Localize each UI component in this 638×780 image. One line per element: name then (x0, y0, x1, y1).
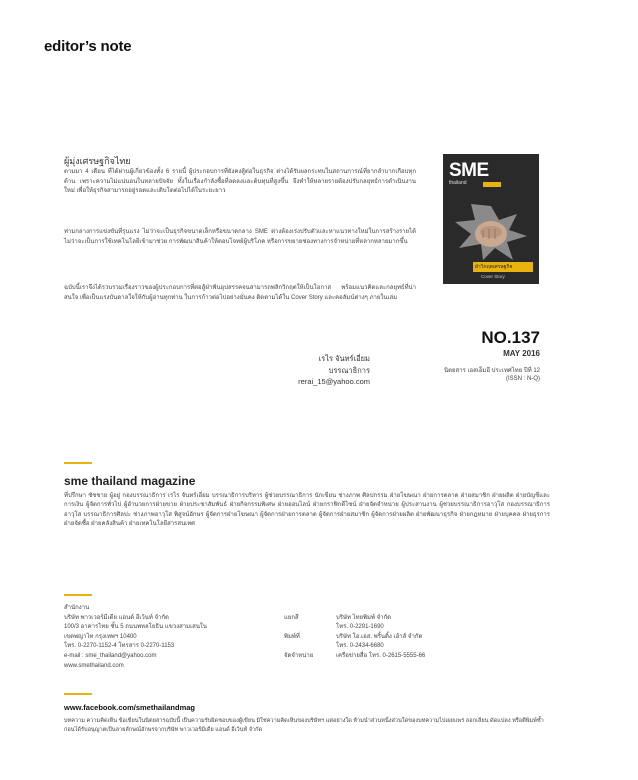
issue-date: MAY 2016 (503, 349, 540, 358)
office-vendor: บริษัท โอ.เอส. พริ้นติ้ง เฮ้าส์ จำกัด (336, 633, 423, 640)
website-link[interactable]: www.facebook.com/smethailandmag (64, 703, 196, 712)
office-line: เขตพญาไท กรุงเทพฯ 10400 (64, 633, 137, 640)
office-line: โทร. 0-2270-1152-4 โทรสาร 0-2270-1153 (64, 643, 175, 650)
issue-number: NO.137 (481, 328, 540, 347)
office-vendor: บริษัท ไทยพิมพ์ จำกัด (336, 614, 392, 621)
fist-burst-image (453, 202, 529, 262)
office-line: www.smethailand.com (64, 662, 124, 669)
cover-banner-text: ฝ่าวิกฤตเศรษฐกิจ (475, 264, 513, 270)
signature-name: เรไร จันทร์เอี่ยม (318, 354, 370, 363)
letter-paragraph: ฉบับนี้เราจึงได้รวบรวมเรื่องราวของผู้ประกอบการที่ต่อสู้ฝ่าฟันอุปสรรคจนสามารถพลิกวิกฤตให้เป็นโอกาส พร้อมแนวคิดและกลยุทธ์ที่น่าสนใจ เพื่อเป็นแรงบันดาลใจให้กับผู้อ่านทุกท่าน ในการก้าวต่อไปอย่างมั่นคง ติดตามได้ใน Cover Story และคอลัมน์ต่างๆ ภายในเล่ม (64, 285, 416, 301)
cover-brand-sub: thailand (449, 180, 467, 186)
office-label: พิมพ์ที่ (284, 633, 300, 640)
office-line: 100/3 อาคารไทย ชั้น 5 ถนนพหลโยธิน แขวงสามเสนใน (64, 624, 207, 631)
masthead-staff-list: ที่ปรึกษา ชัชชาย ผู้อยู่ กองบรรณาธิการ เรไร จันทร์เอี่ยม บรรณาธิการบริหาร ผู้ช่วยบรรณาธิการ นักเขียน ช่างภาพ ศิลปกรรม ฝ่ายโฆษณา ฝ่ายการตลาด ฝ่ายสมาชิก ฝ่ายผลิต ฝ่ายบัญชีและการเงิน ผู้จัดการทั่วไป ผู้อำนวยการฝ่ายขาย ฝ่ายประชาสัมพันธ์ ฝ่ายกิจกรรมพิเศษ ฝ่ายออนไลน์ ฝ่ายกราฟิกดีไซน์ ฝ่ายจัดจำหน่าย ผู้ประสานงาน ผู้ช่วยบรรณาธิการอาวุโส กองบรรณาธิการอาวุโส บรรณาธิการศิลปะ ช่างภาพอาวุโส พิสูจน์อักษร ผู้จัดการฝ่ายโฆษณา ผู้จัดการฝ่ายการตลาด ผู้จัดการฝ่ายสมาชิก ผู้จัดการฝ่ายผลิต ฝ่ายพัฒนาธุรกิจ ฝ่ายกฎหมาย ฝ่ายบุคคล ฝ่ายธุรการ ฝ่ายจัดซื้อ ฝ่ายคลังสินค้า ฝ่ายเทคโนโลยีสารสนเทศ (64, 493, 550, 528)
office-info (64, 604, 546, 671)
office-vendor: โทร. 0-2434-6680 (336, 643, 384, 650)
cover-brand: SME (449, 160, 489, 181)
office-vendor: เครือข่ายสื่อ โทร. 0-2615-5555-66 (336, 652, 426, 659)
cover-tag (483, 182, 501, 187)
office-vendor: โทร. 0-2291-1690 (336, 624, 384, 631)
footer-disclaimer: บทความ ความคิดเห็น ข้อเขียนในนิตยสารฉบับนี้ เป็นความรับผิดชอบของผู้เขียน มิใช่ความคิดเห็นของบริษัทฯ แต่อย่างใด ห้ามนำส่วนหนึ่งส่วนใดของบทความไปเผยแพร่ ลอกเลียน ดัดแปลง หรือตีพิมพ์ซ้ำ ก่อนได้รับอนุญาตเป็นลายลักษณ์อักษรจากบริษัท พาวเวอร์มีเดีย แอนด์ อีเว้นท์ จำกัด (64, 718, 544, 733)
letter-paragraph: ตามมา 4 เดือน ที่ได้ผ่านผู้เกี่ยวข้องทั้ง 6 รายนี้ ผู้ประกอบการที่ยังคงสู้ต่อในธุรกิจ ต่างได้รับผลกระทบในสถานการณ์ที่ยากลำบากเกือบทุกด้าน เพราะความไม่แน่นอนในหลายปัจจัย ทั้งในเรื่องกำลังซื้อที่ลดลงและต้นทุนที่สูงขึ้น จึงทำให้หลายรายต้องปรับกลยุทธ์การดำเนินงานใหม่ เพื่อให้ธุรกิจสามารถอยู่รอดและเติบโตต่อไปได้ในระยะยาว (64, 169, 416, 195)
section-divider (64, 594, 92, 596)
page-title: editor’s note (44, 38, 132, 55)
section-divider (64, 693, 92, 695)
letter-salutation: ผู้มุ่งเศรษฐกิจไทย (64, 156, 131, 166)
signature-email: rerai_15@yahoo.com (298, 377, 370, 386)
cover-caption: นิตยสาร เอสเอ็มอี ประเทศไทย ปีที่ 12 (ISSN : N-Q) (444, 368, 540, 382)
office-label: จัดจำหน่าย (284, 652, 314, 659)
office-heading: สำนักงาน (64, 605, 90, 611)
section-divider (64, 462, 92, 464)
masthead-title: sme thailand magazine (64, 474, 196, 488)
letter-paragraph: ท่ามกลางการแข่งขันที่รุนแรง ไม่ว่าจะเป็นธุรกิจขนาดเล็กหรือขนาดกลาง SME ต่างต้องเร่งปรับตัวและหาแนวทางใหม่ในการสร้างรายได้ ไม่ว่าจะเป็นการใช้เทคโนโลยีเข้ามาช่วย การพัฒนาสินค้าให้ตอบโจทย์ผู้บริโภค หรือการขยายช่องทางการจำหน่ายที่หลากหลายมากขึ้น (64, 229, 416, 245)
cover-banner-subtext: Cover Story (481, 274, 505, 279)
office-label: แยกสี (284, 614, 299, 621)
office-line: บริษัท พาวเวอร์มีเดีย แอนด์ อีเว้นท์ จำกัด (64, 614, 169, 621)
signature-title: บรรณาธิการ (328, 366, 370, 375)
magazine-cover (443, 154, 539, 284)
office-line: e-mail : sme_thailand@yahoo.com (64, 652, 157, 659)
